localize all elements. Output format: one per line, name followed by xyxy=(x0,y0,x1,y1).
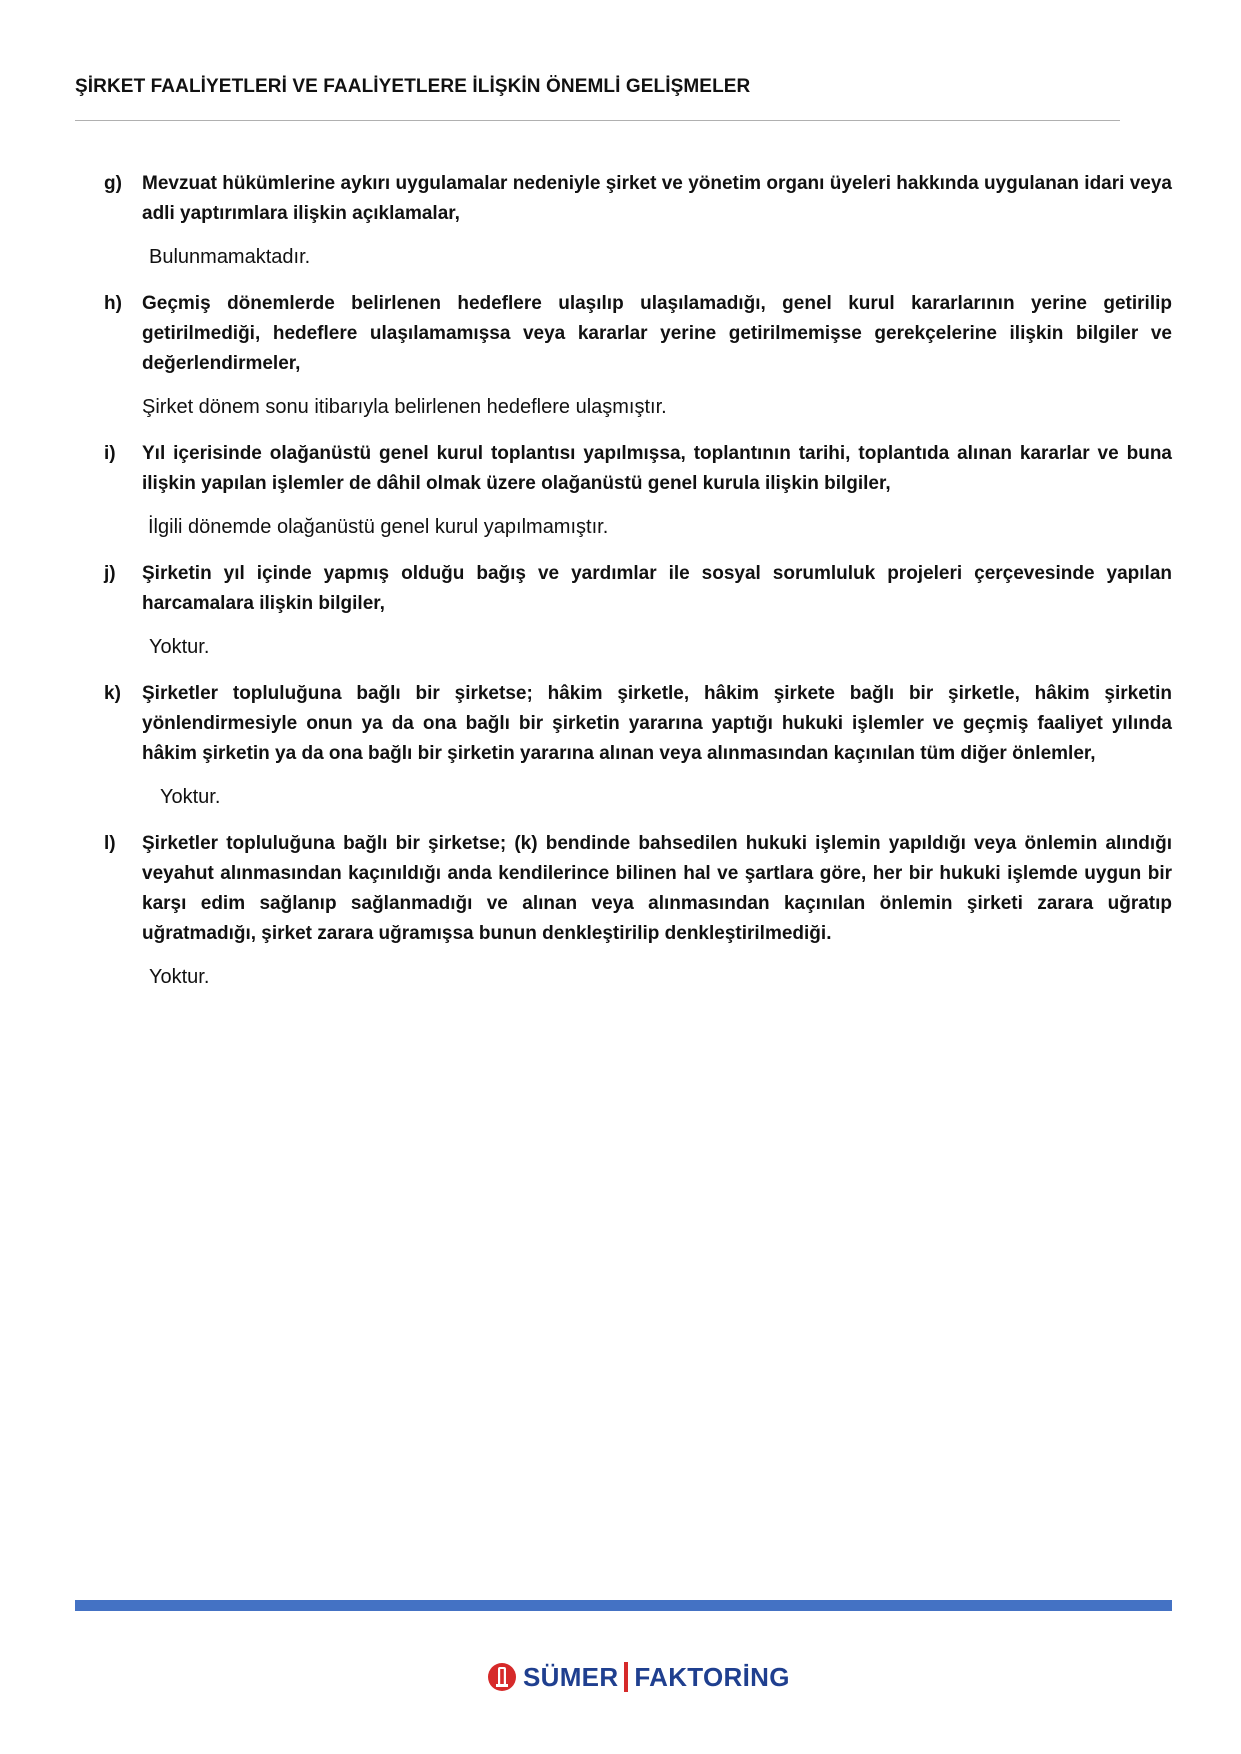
item-answer: Yoktur. xyxy=(149,636,210,658)
company-logo xyxy=(487,1660,790,1694)
disclosure-list xyxy=(104,169,1172,992)
logo-divider xyxy=(624,1662,628,1692)
item-question: Şirketin yıl içinde yapmış olduğu bağış ve yardımlar ile sosyal sorumluluk projeleri çerçevesinde yapılan harcamalara ilişkin bilgiler, xyxy=(142,563,1172,614)
item-answer: İlgili dönemde olağanüstü genel kurul yapılmamıştır. xyxy=(148,516,609,538)
item-label: j) xyxy=(104,563,116,584)
page-header-title: ŞİRKET FAALİYETLERİ VE FAALİYETLERE İLİŞKİN ÖNEMLİ GELİŞMELER xyxy=(75,76,751,97)
list-item-g xyxy=(104,169,1172,272)
item-label: k) xyxy=(104,683,121,704)
item-answer: Yoktur. xyxy=(149,966,210,988)
list-item-k xyxy=(104,679,1172,812)
footer-bar xyxy=(75,1600,1172,1611)
sumer-faktoring-logo-icon xyxy=(487,1660,517,1694)
item-answer: Yoktur. xyxy=(160,786,221,808)
list-item-l xyxy=(104,829,1172,992)
header-divider xyxy=(75,120,1120,121)
item-question: Yıl içerisinde olağanüstü genel kurul toplantısı yapılmışsa, toplantının tarihi, toplantıda alınan kararlar ve buna ilişkin yapılan işlemler de dâhil olmak üzere olağanüstü genel kurula ilişkin bilgiler, xyxy=(142,443,1172,494)
logo-word-sumer: SÜMER xyxy=(523,1662,619,1692)
list-item-j xyxy=(104,559,1172,662)
logo-word-faktoring: FAKTORİNG xyxy=(634,1662,790,1692)
item-question: Mevzuat hükümlerine aykırı uygulamalar nedeniyle şirket ve yönetim organı üyeleri hakkında uygulanan idari veya adli yaptırımlara ilişkin açıklamalar, xyxy=(142,173,1172,224)
item-question: Şirketler topluluğuna bağlı bir şirketse; (k) bendinde bahsedilen hukuki işlemin yapıldığı veya önlemin alındığı veyahut alınmasından kaçınıldığı anda kendilerince bilinen hal ve şartlara göre, her bir hukuki işlemde uygun bir karşı edim sağlanıp sağlanmadığı ve alınan veya alınmasından kaçınılan önlemin şirketi zarara uğratıp uğratmadığı, şirket zarara uğramışsa bunun denkleştirilip denkleştirilmediği. xyxy=(142,833,1172,944)
item-question: Şirketler topluluğuna bağlı bir şirketse; hâkim şirketle, hâkim şirkete bağlı bir şirketle, hâkim şirketin yönlendirmesiyle onun ya da ona bağlı bir şirketin yararına yaptığı hukuki işlemler ve geçmiş faaliyet yılında hâkim şirketin ya da ona bağlı bir şirketin yararına alınan veya alınmasından kaçınılan tüm diğer önlemler, xyxy=(142,683,1172,764)
item-answer: Şirket dönem sonu itibarıyla belirlenen hedeflere ulaşmıştır. xyxy=(142,396,667,418)
item-answer: Bulunmamaktadır. xyxy=(149,246,311,268)
item-label: i) xyxy=(104,443,116,464)
item-label: g) xyxy=(104,173,122,194)
item-question: Geçmiş dönemlerde belirlenen hedeflere ulaşılıp ulaşılamadığı, genel kurul kararlarının yerine getirilip getirilmediği, hedeflere ulaşılamamışsa veya kararlar yerine getirilmemişse gerekçelerine ilişkin bilgiler ve değerlendirmeler, xyxy=(142,293,1172,374)
item-label: l) xyxy=(104,833,116,854)
item-label: h) xyxy=(104,293,122,314)
list-item-h xyxy=(104,289,1172,422)
list-item-i xyxy=(104,439,1172,542)
